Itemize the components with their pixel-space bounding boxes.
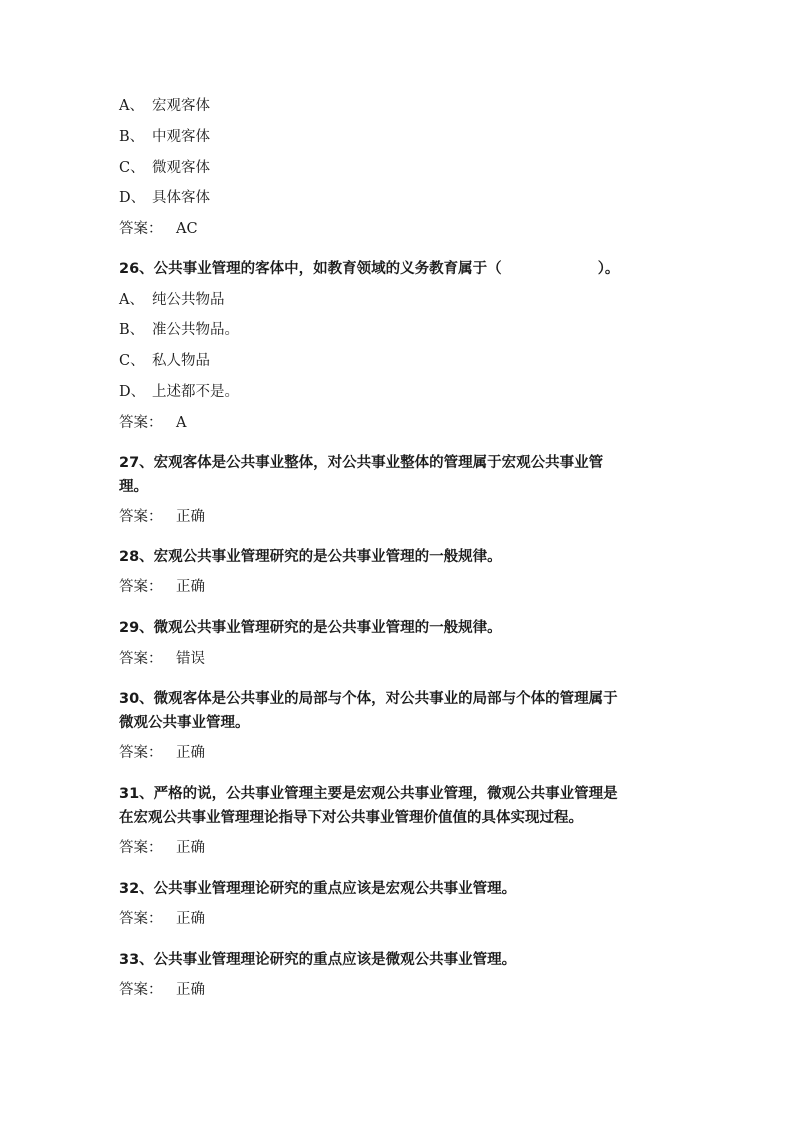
question-30-continued: 微观公共事业管理。 [119,715,250,731]
question-33: 33、公共事业管理理论研究的重点应该是微观公共事业管理。 [119,952,517,968]
question-28: 28、宏观公共事业管理研究的是公共事业管理的一般规律。 [119,549,502,565]
option-d: D、 上述都不是。 [119,384,239,400]
question-31-continued: 在宏观公共事业管理理论指导下对公共事业管理价值值的具体实现过程。 [119,810,583,826]
option-b: B、 准公共物品。 [119,322,239,338]
answer-line: 答案： 正确 [119,745,205,761]
option-c: C、 私人物品 [119,353,210,369]
answer-line: 答案： 正确 [119,982,205,998]
option-d: D、 具体客体 [119,190,210,206]
answer-line: 答案： 正确 [119,579,205,595]
option-c: C、 微观客体 [119,160,210,176]
question-31: 31、严格的说，公共事业管理主要是宏观公共事业管理，微观公共事业管理是 [119,786,618,802]
question-29: 29、微观公共事业管理研究的是公共事业管理的一般规律。 [119,620,502,636]
answer-line: 答案： 正确 [119,840,205,856]
question-30: 30、微观客体是公共事业的局部与个体，对公共事业的局部与个体的管理属于 [119,691,618,707]
option-a: A、 宏观客体 [119,98,210,114]
question-27-continued: 理。 [119,479,148,495]
answer-line: 答案： A [119,415,187,431]
answer-line: 答案： 错误 [119,651,205,667]
option-b: B、 中观客体 [119,129,210,145]
answer-line: 答案： 正确 [119,509,205,525]
question-27: 27、宏观客体是公共事业整体，对公共事业整体的管理属于宏观公共事业管 [119,455,604,471]
question-26: 26、公共事业管理的客体中，如教育领域的义务教育属于（ ）。 [119,261,620,277]
question-32: 32、公共事业管理理论研究的重点应该是宏观公共事业管理。 [119,881,517,897]
answer-line: 答案： 正确 [119,911,205,927]
option-a: A、 纯公共物品 [119,292,225,308]
answer-line: 答案： AC [119,221,198,237]
